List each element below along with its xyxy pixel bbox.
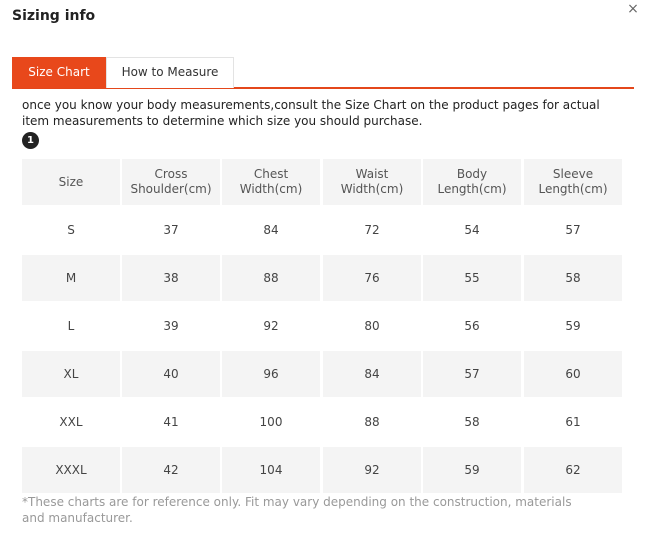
table-cell: 42 (122, 447, 220, 493)
table-row (22, 255, 622, 303)
table-cell: XXXL (22, 447, 120, 493)
table-cell: 56 (464, 318, 480, 333)
step-number-badge: 1 (22, 132, 39, 149)
close-icon[interactable]: × (627, 1, 639, 17)
table-cell: 59 (423, 447, 521, 493)
table-cell: 41 (163, 414, 179, 429)
table-cell: 76 (323, 255, 421, 301)
table-cell: 80 (364, 318, 380, 333)
table-row (22, 447, 622, 495)
table-cell: 62 (524, 447, 622, 493)
table-row (22, 351, 622, 399)
table-cell: 92 (323, 447, 421, 493)
dialog-title: Sizing info (12, 8, 96, 24)
table-cell: 88 (364, 414, 380, 429)
header-cell: Body Length(cm) (423, 159, 521, 205)
table-cell: 59 (565, 318, 581, 333)
table-row (22, 207, 622, 255)
table-cell: 96 (222, 351, 320, 397)
table-cell: 57 (565, 222, 581, 237)
table-cell: 39 (163, 318, 179, 333)
header-cell: Sleeve Length(cm) (524, 159, 622, 205)
table-cell: L (67, 318, 75, 333)
header-cell: Chest Width(cm) (222, 159, 320, 205)
tab-how-to-measure[interactable]: How to Measure (106, 57, 234, 88)
table-cell: 58 (524, 255, 622, 301)
tab-size-chart[interactable]: Size Chart (12, 57, 106, 88)
table-header-row (22, 159, 622, 207)
table-cell: 38 (122, 255, 220, 301)
table-row (22, 399, 622, 447)
table-cell: XXL (59, 414, 83, 429)
table-cell: 100 (259, 414, 283, 429)
table-cell: 40 (122, 351, 220, 397)
table-cell: XL (22, 351, 120, 397)
table-cell: 88 (222, 255, 320, 301)
table-cell: 55 (423, 255, 521, 301)
header-cell: Waist Width(cm) (323, 159, 421, 205)
table-cell: 37 (163, 222, 179, 237)
tab-bar (12, 57, 634, 89)
header-cell: Size (22, 159, 120, 205)
table-cell: 57 (423, 351, 521, 397)
intro-text: once you know your body measurements,consult the Size Chart on the product pages for actual item measurements to determine which size you should purchase. (22, 98, 600, 128)
table-cell: M (22, 255, 120, 301)
disclaimer-note: *These charts are for reference only. Fit may vary depending on the construction, materials and manufacturer. (22, 495, 572, 525)
table-cell: 54 (464, 222, 480, 237)
table-cell: S (67, 222, 75, 237)
table-cell: 84 (263, 222, 279, 237)
table-cell: 104 (222, 447, 320, 493)
table-cell: 58 (464, 414, 480, 429)
table-cell: 61 (565, 414, 581, 429)
size-chart-table (22, 159, 622, 495)
header-cell: Cross Shoulder(cm) (122, 159, 220, 205)
table-cell: 92 (263, 318, 279, 333)
table-row (22, 303, 622, 351)
table-cell: 84 (323, 351, 421, 397)
table-cell: 72 (364, 222, 380, 237)
table-cell: 60 (524, 351, 622, 397)
